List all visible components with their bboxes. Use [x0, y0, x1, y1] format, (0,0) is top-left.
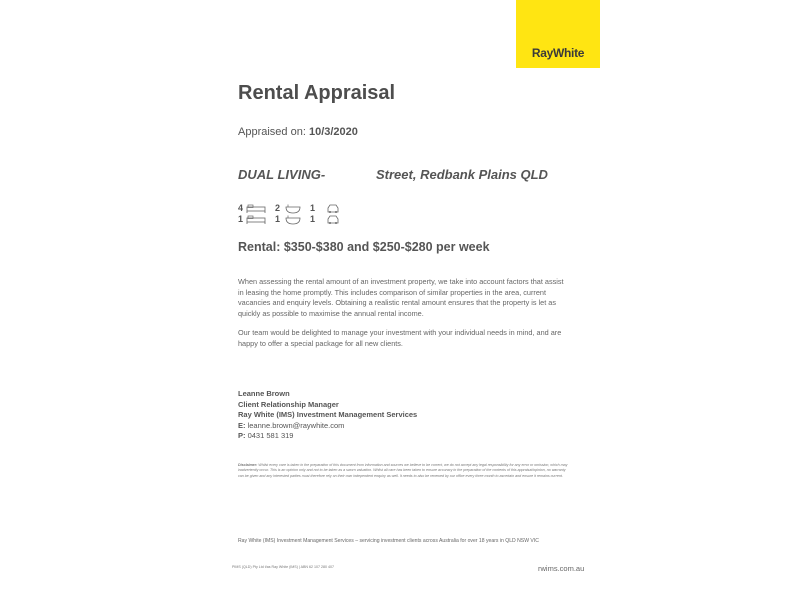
address-street: Street, Redbank Plains QLD [376, 167, 548, 182]
disclaimer [238, 463, 568, 479]
baths-count: 1 [275, 214, 281, 224]
email-link[interactable]: leanne.brown@raywhite.com [247, 420, 345, 430]
page-title: Rental Appraisal [238, 82, 396, 104]
brand-block [516, 0, 600, 68]
phone-line [238, 431, 417, 442]
footer-website-link[interactable]: rwims.com.au [538, 564, 585, 573]
beds-count: 4 [238, 203, 244, 213]
disclaimer-text: Whilst every care is taken in the preparation of this document from information and sources we believe to be correct, we do not accept any legal responsibility for any error or omission, which may inadvertently occur. This is an opinion only and not to be taken as a sworn valuation. Whilst all care has been taken to ensure accuracy in the preparation of the contents of this appraisal/opinion, no warranty can be given and any interested parties must therefore rely on their own independent enquiry as well. It needs to also be renewed by our office every three month to ascertain and ensure it remains current. [238, 463, 568, 478]
baths-count: 2 [275, 203, 281, 213]
bed-icon [246, 215, 266, 226]
email-line [238, 421, 417, 432]
appraised-label: Appraised on: [238, 126, 306, 138]
paragraph-assessment: When assessing the rental amount of an investment property, we take into account factors that assist in leasing the home promptly. This includes comparison of similar properties in the area, current vacancies and enquiry levels. Obtaining a realistic rental amount ensures that the property is let as quickly as possible to maximise the annual rental income. [238, 277, 564, 318]
signatory-role: Client Relationship Manager [238, 399, 339, 409]
car-icon [326, 215, 340, 227]
appraised-date [238, 126, 358, 138]
signatory-company: Ray White (IMS) Investment Management Services [238, 410, 418, 420]
signatory-name: Leanne Brown [238, 389, 290, 398]
address-prefix: DUAL LIVING- [238, 167, 326, 182]
disclaimer-label: Disclaimer: [238, 463, 258, 467]
phone-number: 0431 581 319 [247, 431, 294, 441]
footer-legal: PIMS (QLD) Pty Ltd t/as Ray White (IMS) | ABN 62 107 280 407 [232, 565, 334, 569]
cars-count: 1 [310, 203, 316, 213]
footer-note: Ray White (IMS) Investment Management Services – servicing investment clients across Australia for over 18 years in QLD NSW VIC [238, 538, 539, 544]
email-label: E: [238, 420, 246, 430]
cars-count: 1 [310, 214, 316, 224]
ray-white-logo: RayWhite [531, 46, 585, 60]
appraised-value: 10/3/2020 [308, 126, 358, 138]
rental-range: Rental: $350-$380 and $250-$280 per week [238, 240, 490, 254]
paragraph-offer: Our team would be delighted to manage your investment with your individual needs in mind, and are happy to offer a special package for all new clients. [238, 328, 562, 348]
beds-count: 1 [238, 214, 244, 224]
bed-icon [246, 204, 266, 215]
signature-block [238, 389, 417, 442]
phone-label: P: [238, 431, 246, 441]
bath-icon [285, 215, 301, 227]
